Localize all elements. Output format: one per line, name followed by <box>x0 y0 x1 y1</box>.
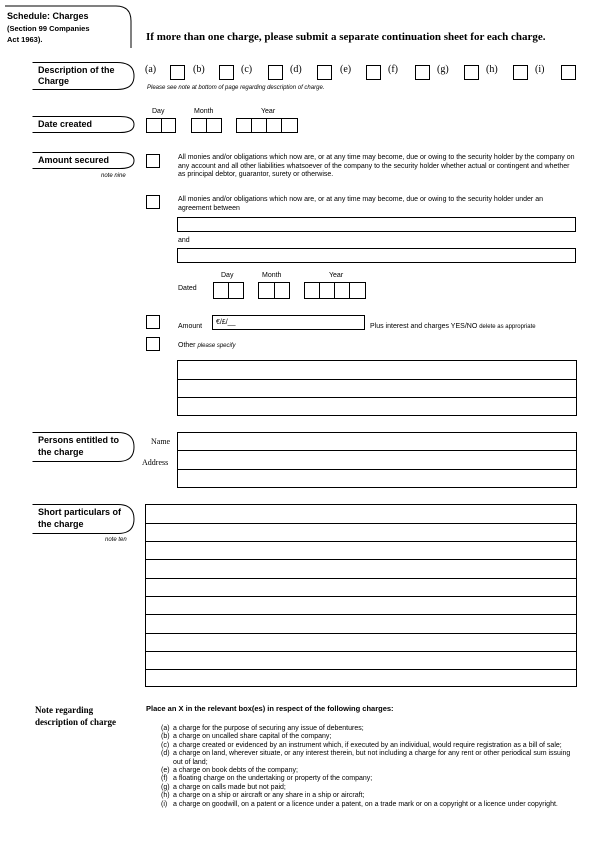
plus-interest-label: Plus interest and charges YES/NO <box>370 323 478 330</box>
particulars-note: note ten <box>105 537 127 543</box>
persons-label1: Persons entitled to <box>38 435 120 445</box>
list-item <box>161 750 576 767</box>
description-label2: Charge <box>38 76 70 86</box>
date-day-input[interactable] <box>146 118 176 133</box>
option1-checkbox[interactable] <box>146 154 160 168</box>
description-label1: Description of the <box>38 65 115 75</box>
date-month-label: Month <box>194 108 214 115</box>
footer-heading1: Note regarding <box>35 705 94 715</box>
particulars-line[interactable] <box>146 505 576 524</box>
date-year-input[interactable] <box>236 118 298 133</box>
dated-year-label: Year <box>329 272 344 279</box>
name-label: Name <box>151 437 171 446</box>
amount-value: €/£/__ <box>216 319 236 326</box>
other-label: Other <box>178 342 196 349</box>
particulars-line[interactable] <box>146 524 576 542</box>
list-item <box>161 801 576 809</box>
description-checkbox[interactable] <box>415 65 430 80</box>
list-item <box>161 725 576 733</box>
list-item-text: a charge on uncalled share capital of the company; <box>173 733 332 741</box>
list-item-letter: (d) <box>161 750 170 758</box>
particulars-line[interactable] <box>146 560 576 579</box>
list-item-text: a charge created or evidenced by an instrument which, if executed by an individual, would require registration as a bill of sale; <box>173 741 562 749</box>
party2-input[interactable] <box>177 248 576 263</box>
amount-secured-tab <box>32 152 135 169</box>
footer-instruction: Place an X in the relevant box(es) in respect of the following charges: <box>146 704 394 713</box>
particulars-line[interactable] <box>146 634 576 652</box>
particulars-line[interactable] <box>146 597 576 615</box>
list-item-letter: (i) <box>161 800 168 808</box>
description-letter: (h) <box>486 64 498 75</box>
description-checkbox[interactable] <box>366 65 381 80</box>
particulars-line[interactable] <box>146 652 576 670</box>
description-note: Please see note at bottom of page regarding description of charge. <box>147 85 325 91</box>
list-item-letter: (c) <box>161 741 170 749</box>
amount-input[interactable] <box>212 315 365 330</box>
amount-note: note nine <box>101 173 126 179</box>
dated-year-input[interactable] <box>304 282 366 299</box>
dated-day-label: Day <box>221 272 234 279</box>
description-checkbox[interactable] <box>513 65 528 80</box>
list-item-letter: (e) <box>161 767 170 775</box>
description-letter: (f) <box>388 64 398 75</box>
other-checkbox[interactable] <box>146 337 160 351</box>
list-item-text: a charge on goodwill, on a patent or a licence under a patent, on a trade mark or on a copyright or a licence under copyright. <box>173 800 558 808</box>
other-specify: please specify <box>197 343 236 349</box>
list-item-letter: (g) <box>161 783 170 791</box>
footer-heading <box>35 704 116 728</box>
schedule-sub1: (Section 99 Companies <box>7 24 90 33</box>
description-letter: (i) <box>535 64 545 75</box>
description-letter: (e) <box>340 64 352 75</box>
list-item-text: a charge for the purpose of securing any issue of debentures; <box>173 725 364 732</box>
date-month-input[interactable] <box>191 118 222 133</box>
charge-type-list <box>161 725 576 809</box>
list-item <box>161 784 576 792</box>
particulars-label1: Short particulars of <box>38 507 122 517</box>
list-item-letter: (a) <box>161 725 170 732</box>
date-created-tab <box>32 116 135 133</box>
persons-grid[interactable] <box>177 432 577 488</box>
amount-label: Amount <box>178 323 203 330</box>
description-checkbox[interactable] <box>268 65 283 80</box>
dated-day-input[interactable] <box>213 282 244 299</box>
list-item <box>161 733 576 741</box>
list-item <box>161 792 576 800</box>
description-letter: (d) <box>290 64 302 75</box>
list-item-text: a charge on book debts of the company; <box>173 767 298 775</box>
option2-text: All monies and/or obligations which now are, or at any time may become, due or owing to the security holder under an agreement between <box>178 196 543 212</box>
other-specify-grid[interactable] <box>177 360 577 416</box>
dated-month-input[interactable] <box>258 282 290 299</box>
description-tab <box>32 62 135 90</box>
dated-label: Dated <box>178 285 197 292</box>
list-item-letter: (f) <box>161 775 168 783</box>
list-item <box>161 775 576 783</box>
persons-tab <box>32 432 135 462</box>
schedule-title: Schedule: Charges <box>7 11 89 21</box>
description-checkbox[interactable] <box>317 65 332 80</box>
list-item-letter: (b) <box>161 733 170 741</box>
description-letter: (g) <box>437 64 449 75</box>
amount-checkbox[interactable] <box>146 315 160 329</box>
particulars-label2: the charge <box>38 519 84 529</box>
description-checkbox[interactable] <box>464 65 479 80</box>
list-item-text: a charge on calls made but not paid; <box>173 783 286 791</box>
particulars-line[interactable] <box>146 542 576 560</box>
list-item-text: a floating charge on the undertaking or property of the company; <box>173 775 373 783</box>
schedule-box <box>4 5 132 49</box>
instruction-heading: If more than one charge, please submit a separate continuation sheet for each charge. <box>146 31 546 43</box>
particulars-grid[interactable] <box>145 504 577 687</box>
party1-input[interactable] <box>177 217 576 232</box>
other-text <box>178 342 236 351</box>
date-created-label: Date created <box>38 119 93 129</box>
particulars-line[interactable] <box>146 615 576 634</box>
description-letter: (b) <box>193 64 205 75</box>
list-item-text: a charge on land, wherever situate, or any interest therein, but not including a charge for any rent or other periodical sum issuing out of land; <box>173 750 571 766</box>
list-item-letter: (h) <box>161 792 170 800</box>
list-item <box>161 767 576 775</box>
and-label: and <box>178 237 190 244</box>
footer-heading2: description of charge <box>35 717 116 727</box>
persons-label2: the charge <box>38 447 84 457</box>
delete-note: delete as appropriate <box>479 324 536 330</box>
option2-checkbox[interactable] <box>146 195 160 209</box>
schedule-sub2: Act 1963). <box>7 35 43 44</box>
description-checkbox[interactable] <box>170 65 185 80</box>
plus-interest-text <box>370 323 536 332</box>
description-letter: (c) <box>241 64 253 75</box>
description-letter: (a) <box>145 64 157 75</box>
amount-secured-label: Amount secured <box>38 155 110 165</box>
description-checkbox[interactable] <box>561 65 576 80</box>
option1-text: All monies and/or obligations which now are, or at any time may become, due or owing to the security holder by the company on any account and all other liabilities whatsoever of the company to the security holder whether actual or contingent and whether as principal debtor, guarantor, surety or otherwise. <box>178 154 575 178</box>
dated-month-label: Month <box>262 272 282 279</box>
description-checkbox[interactable] <box>219 65 234 80</box>
list-item-text: a charge on a ship or aircraft or any share in a ship or aircraft; <box>173 792 365 800</box>
date-year-label: Year <box>261 108 276 115</box>
date-day-label: Day <box>152 108 165 115</box>
particulars-line[interactable] <box>146 579 576 597</box>
particulars-line[interactable] <box>146 670 576 686</box>
particulars-tab <box>32 504 135 534</box>
address-label: Address <box>142 458 169 467</box>
list-item <box>161 742 576 750</box>
